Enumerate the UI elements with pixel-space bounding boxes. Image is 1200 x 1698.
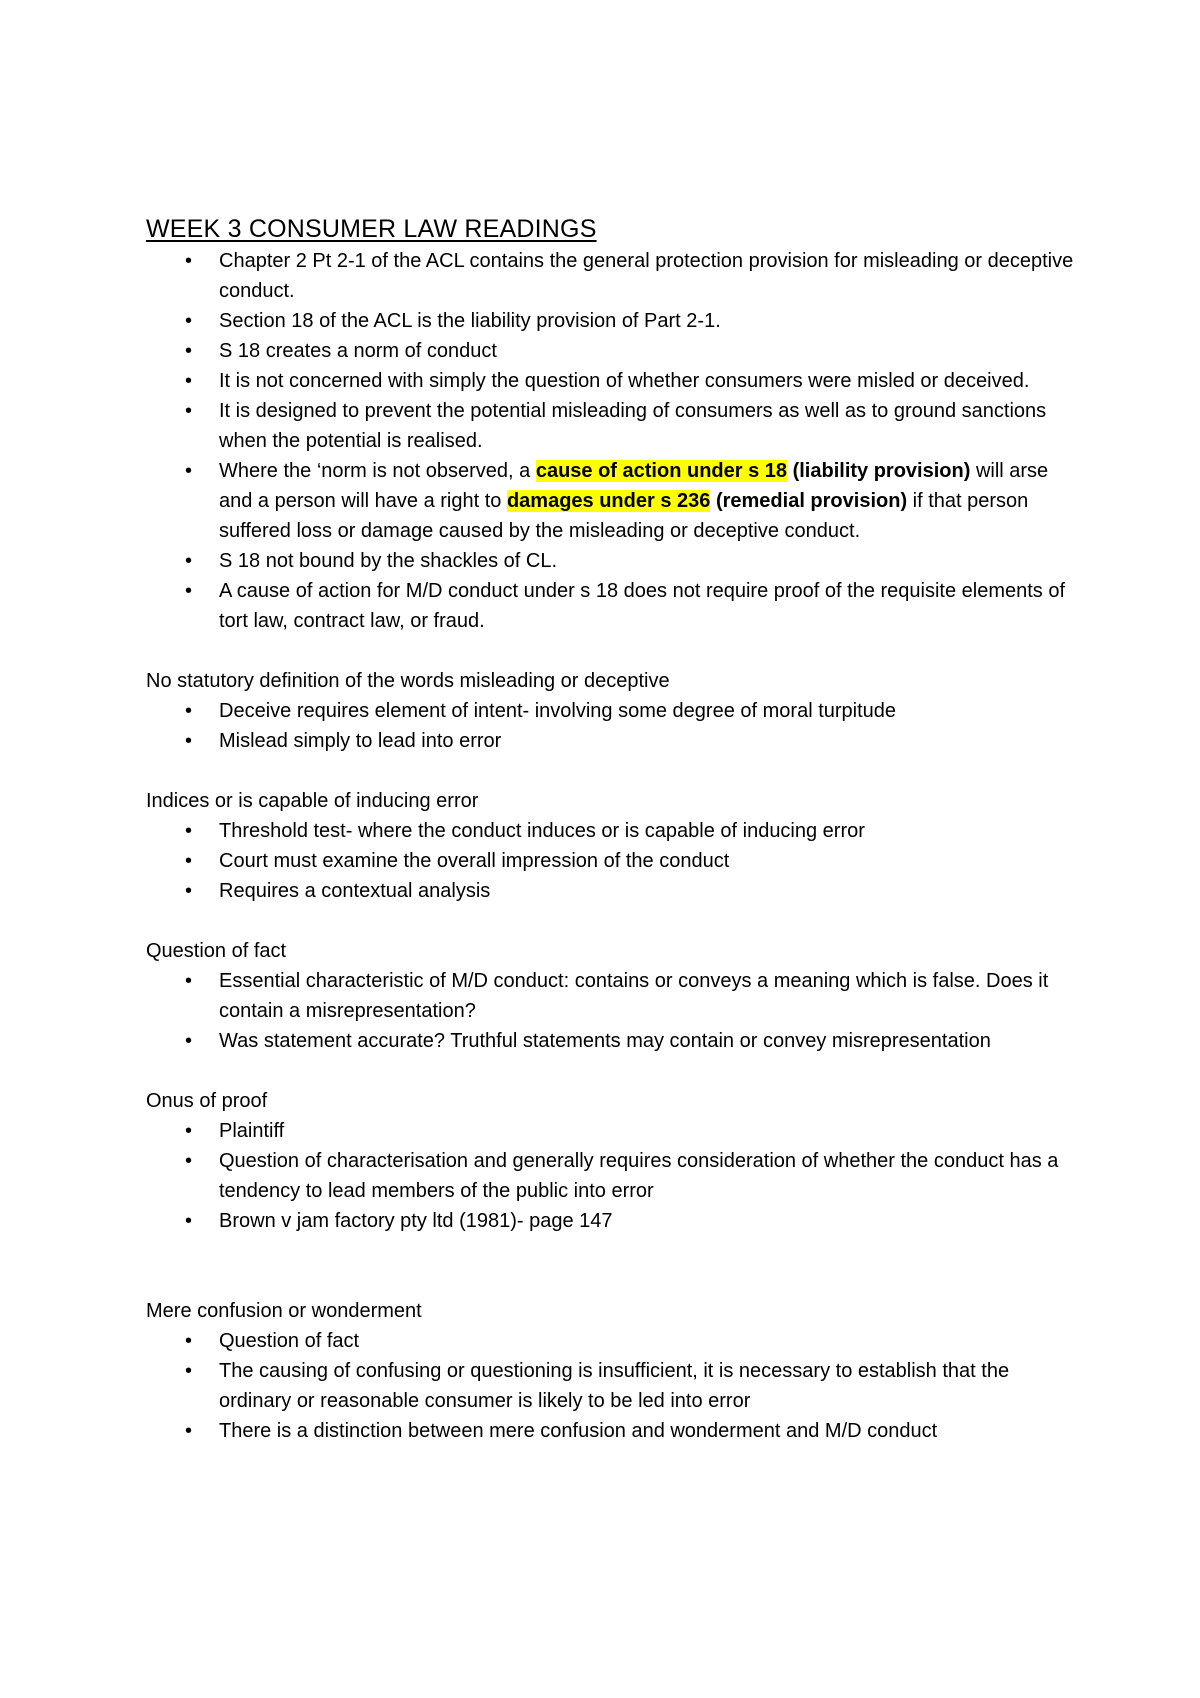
section-list — [146, 1116, 1086, 1236]
section-heading: Question of fact — [146, 940, 287, 962]
list-item: • Section 18 of the ACL is the liability provision of Part 2-1. — [146, 306, 1086, 336]
bullet-icon: • — [185, 460, 193, 482]
list-item: • Requires a contextual analysis — [146, 876, 1086, 906]
list-item: • Deceive requires element of intent- involving some degree of moral turpitude — [146, 696, 1086, 726]
list-item: • Brown v jam factory pty ltd (1981)- page 147 — [146, 1206, 1086, 1236]
bullet-icon: • — [185, 730, 193, 752]
bullet-icon: • — [185, 310, 193, 332]
list-item: • Threshold test- where the conduct induces or is capable of inducing error — [146, 816, 1086, 846]
bullet-icon: • — [185, 400, 193, 422]
section-list — [146, 966, 1086, 1056]
section-heading: Indices or is capable of inducing error — [146, 790, 479, 812]
list-item: • Was statement accurate? Truthful statements may contain or convey misrepresentation — [146, 1026, 1086, 1056]
bullet-icon: • — [185, 820, 193, 842]
bullet-icon: • — [185, 370, 193, 392]
section-heading: No statutory definition of the words misleading or deceptive — [146, 670, 670, 692]
bullet-icon: • — [185, 1210, 193, 1232]
list-item: • Essential characteristic of M/D conduct: contains or conveys a meaning which is false. Does it contain a misrepresentation? — [146, 966, 1086, 1026]
bullet-icon: • — [185, 880, 193, 902]
list-item: • It is designed to prevent the potential misleading of consumers as well as to ground sanctions when the potential is realised. — [146, 396, 1086, 456]
bullet-icon: • — [185, 340, 193, 362]
page-title: WEEK 3 CONSUMER LAW READINGS — [146, 215, 597, 243]
list-item: • The causing of confusing or questioning is insufficient, it is necessary to establish that the ordinary or reasonable consumer is likely to be led into error — [146, 1356, 1086, 1416]
intro-list — [146, 246, 1086, 636]
highlight-damages: damages under s 236 — [506, 490, 711, 512]
bullet-icon: • — [185, 580, 193, 602]
list-item: • There is a distinction between mere confusion and wonderment and M/D conduct — [146, 1416, 1086, 1446]
bullet-icon: • — [185, 1420, 193, 1442]
section-list — [146, 816, 1086, 906]
bullet-icon: • — [185, 970, 193, 992]
bullet-icon: • — [185, 550, 193, 572]
bullet-icon: • — [185, 1360, 193, 1382]
list-item: • Question of characterisation and generally requires consideration of whether the conduct has a tendency to lead members of the public into error — [146, 1146, 1086, 1206]
bullet-icon: • — [185, 1150, 193, 1172]
bullet-icon: • — [185, 700, 193, 722]
list-item: • Question of fact — [146, 1326, 1086, 1356]
section-heading: Onus of proof — [146, 1090, 268, 1112]
list-item: • Court must examine the overall impression of the conduct — [146, 846, 1086, 876]
list-item: • Mislead simply to lead into error — [146, 726, 1086, 756]
bullet-icon: • — [185, 1030, 193, 1052]
list-item: • It is not concerned with simply the question of whether consumers were misled or deceived. — [146, 366, 1086, 396]
document-body — [146, 214, 1086, 1446]
list-item-highlighted: • Where the ‘norm is not observed, a cause of action under s 18 (liability provision) will arse and a person will have a right to damages under s 236 (remedial provision) if that person suffered loss or damage caused by the misleading or deceptive conduct. — [146, 456, 1086, 546]
list-item: • Plaintiff — [146, 1116, 1086, 1146]
list-item: • Chapter 2 Pt 2-1 of the ACL contains the general protection provision for misleading or deceptive conduct. — [146, 246, 1086, 306]
bullet-icon: • — [185, 850, 193, 872]
bullet-icon: • — [185, 1330, 193, 1352]
section-list — [146, 1326, 1086, 1446]
bullet-icon: • — [185, 250, 193, 272]
bullet-icon: • — [185, 1120, 193, 1142]
section-list — [146, 696, 1086, 756]
list-item: • S 18 creates a norm of conduct — [146, 336, 1086, 366]
section-heading: Mere confusion or wonderment — [146, 1300, 422, 1322]
highlight-cause-of-action: cause of action under s 18 — [535, 460, 788, 482]
list-item: • S 18 not bound by the shackles of CL. — [146, 546, 1086, 576]
list-item: • A cause of action for M/D conduct under s 18 does not require proof of the requisite elements of tort law, contract law, or fraud. — [146, 576, 1086, 636]
